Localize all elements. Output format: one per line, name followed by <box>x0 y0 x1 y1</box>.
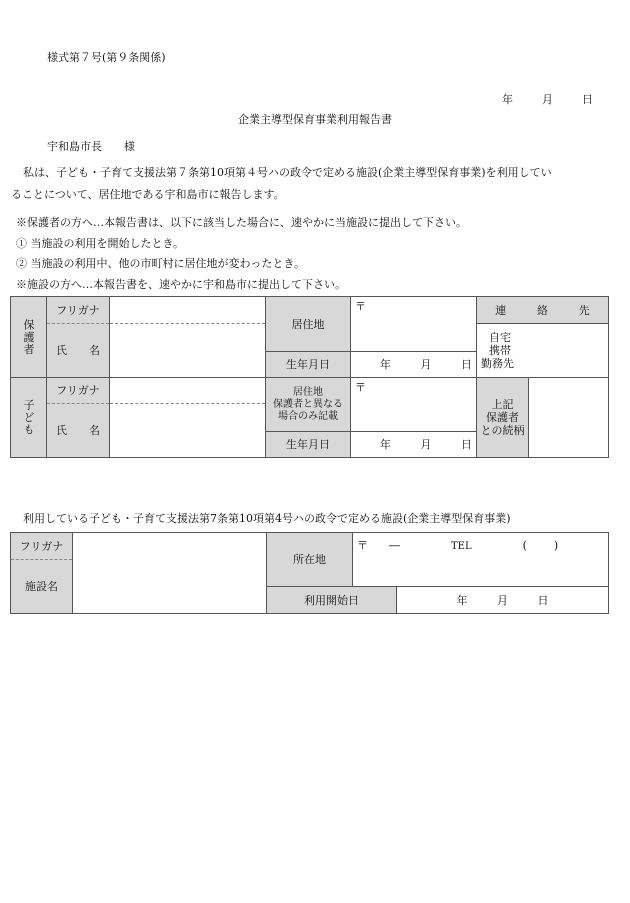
facility-name-field[interactable] <box>73 533 267 614</box>
form-number: 様式第７号(第９条関係) <box>47 51 166 64</box>
date-day-label: 日 <box>582 93 593 106</box>
postal-mark: 〒 <box>355 300 366 313</box>
child-birth-label: 生年月日 <box>266 432 351 458</box>
paren-open: ( <box>522 539 527 552</box>
contact-home-label: 自宅 <box>489 331 511 344</box>
note-item-1: ① 当施設の利用を開始したとき。 <box>16 237 185 250</box>
contact-field[interactable] <box>477 324 609 378</box>
guardian-birth-label: 生年月日 <box>266 352 351 378</box>
page-title: 企業主導型保育事業利用報告書 <box>238 113 392 126</box>
start-date-field[interactable]: 年 月 日 <box>397 587 609 614</box>
body-text-line-1: 私は、子ども・子育て支援法第７条第10項第４号ハの政令で定める施設(企業主導型保育事業)を利用してい <box>23 166 552 179</box>
facility-section-heading: 利用している子ども・子育て支援法第7条第10項第4号ハの政令で定める施設(企業主導型保育事業) <box>23 512 511 525</box>
contact-mobile-label: 携帯 <box>489 344 511 357</box>
child-label-cell <box>11 378 47 458</box>
date-year-label: 年 <box>502 93 513 106</box>
child-name-label: 氏 名 <box>47 404 110 458</box>
start-date-label: 利用開始日 <box>267 587 397 614</box>
postal-mark: 〒 <box>355 381 366 394</box>
facility-table <box>10 532 609 614</box>
contact-header: 連 絡 先 <box>477 297 609 324</box>
guardian-child-table <box>10 296 609 458</box>
facility-furigana-label: フリガナ <box>11 533 73 560</box>
postal-dash: ― <box>389 539 400 552</box>
guardian-birth-field[interactable]: 年 月 日 <box>351 352 477 378</box>
guardian-furigana-field[interactable] <box>110 297 266 324</box>
date-line <box>502 93 593 106</box>
child-birth-field[interactable]: 年 月 日 <box>351 432 477 458</box>
guardian-residence-field[interactable] <box>351 297 477 352</box>
guardian-name-field[interactable] <box>110 324 266 378</box>
addressee: 宇和島市長 様 <box>47 140 135 153</box>
note-item-2: ② 当施設の利用中、他の市町村に居住地が変わったとき。 <box>16 257 305 270</box>
child-residence-label: 居住地 保護者と異なる 場合のみ記載 <box>266 378 351 432</box>
child-residence-field[interactable] <box>351 378 477 432</box>
note-guardian: ※保護者の方へ…本報告書は、以下に該当した場合に、速やかに当施設に提出して下さい。 <box>16 216 467 229</box>
child-name-field[interactable] <box>110 404 266 458</box>
paren-close: ) <box>553 539 559 552</box>
child-furigana-label: フリガナ <box>47 378 110 404</box>
tel-label: TEL <box>451 541 472 552</box>
guardian-residence-label: 居住地 <box>266 297 351 352</box>
guardian-label: 保護者 <box>22 318 35 356</box>
guardian-label-cell <box>11 297 47 378</box>
body-text-line-2: ることについて、居住地である宇和島市に報告します。 <box>11 188 285 201</box>
guardian-name-label: 氏 名 <box>47 324 110 378</box>
relation-field[interactable] <box>529 378 609 458</box>
guardian-furigana-label: フリガナ <box>47 297 110 324</box>
location-field[interactable] <box>353 533 609 587</box>
facility-name-label: 施設名 <box>11 560 73 614</box>
postal-mark: 〒 <box>357 539 368 552</box>
contact-work-label: 勤務先 <box>481 357 514 370</box>
child-furigana-field[interactable] <box>110 378 266 404</box>
note-facility: ※施設の方へ…本報告書を、速やかに宇和島市に提出して下さい。 <box>16 278 346 291</box>
relation-label: 上記 保護者 との続柄 <box>477 378 529 458</box>
location-label: 所在地 <box>267 533 353 587</box>
date-month-label: 月 <box>542 93 553 106</box>
child-label: 子ども <box>22 399 35 436</box>
